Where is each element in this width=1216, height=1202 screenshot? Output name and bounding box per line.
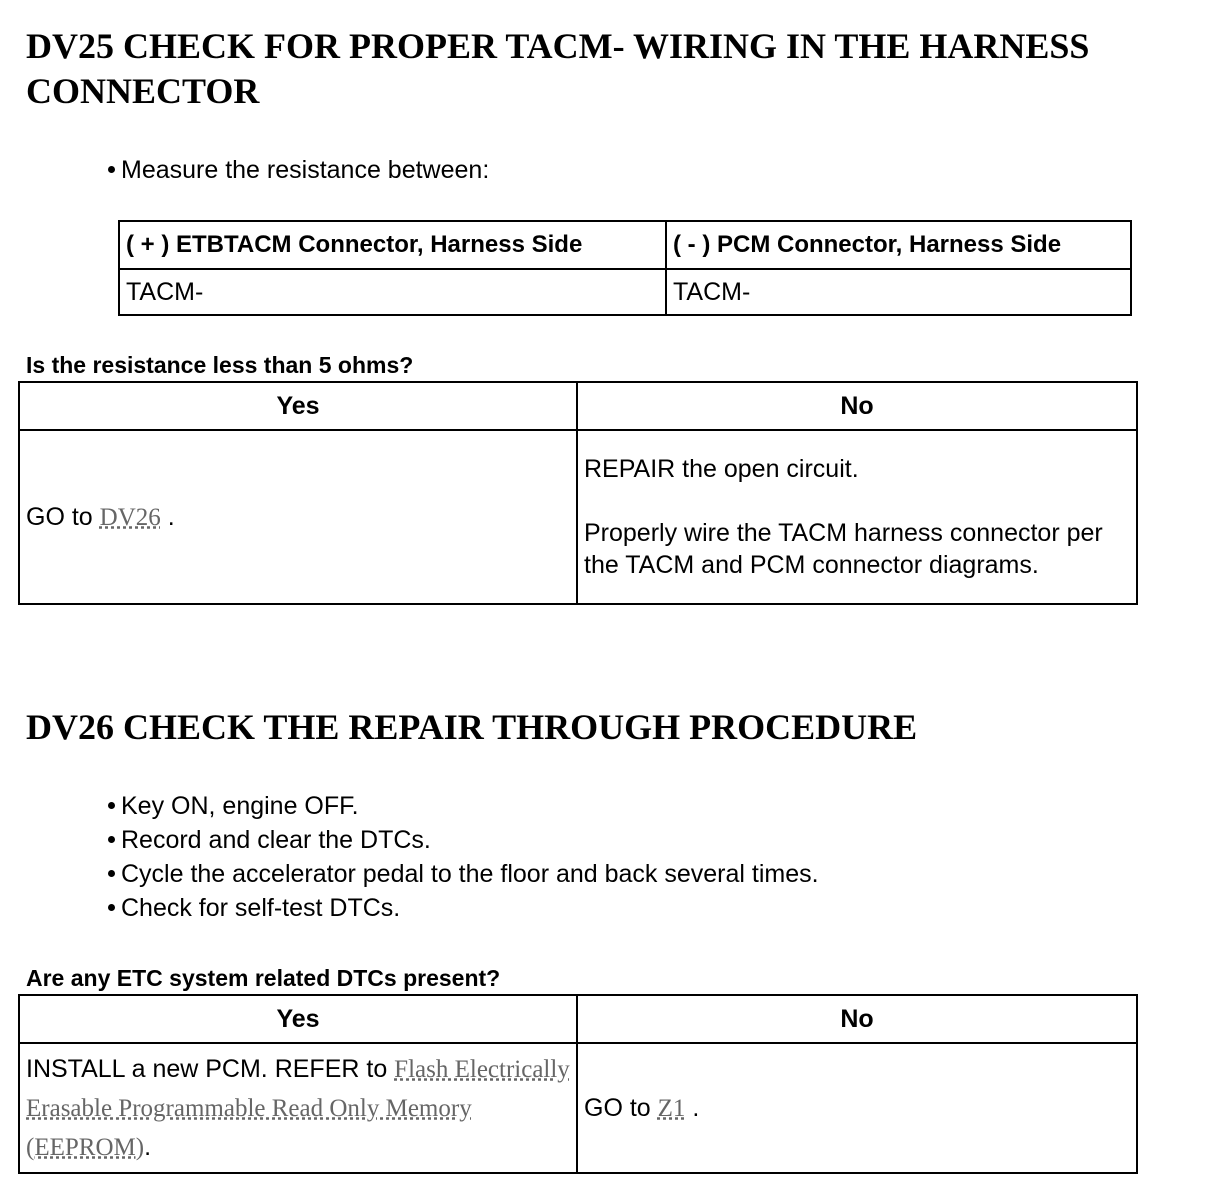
table-row [119,269,1131,315]
table-row [19,430,1137,604]
dv25-title-line2: CONNECTOR [26,71,260,111]
list-item [108,891,819,925]
list-item-text: Key ON, engine OFF. [121,792,359,820]
yes-prefix: GO to [26,502,93,531]
no-suffix: . [692,1093,700,1122]
list-item [108,789,819,823]
table-header-row [119,221,1131,269]
dv25-title-line1: DV25 CHECK FOR PROPER TACM- WIRING IN THE HARNESS [26,26,1090,66]
yes-cell [19,1043,577,1173]
table-row [19,1043,1137,1173]
dv25-question: Is the resistance less than 5 ohms? [26,352,414,378]
list-item [108,153,489,187]
dv26-bullet-list [108,789,819,925]
table-header-row [19,382,1137,430]
z1-link[interactable]: Z1 [657,1094,686,1122]
bullet-icon [108,166,115,173]
no-prefix: GO to [584,1093,651,1122]
column-header-negative: ( - ) PCM Connector, Harness Side [666,221,1131,269]
no-cell [577,430,1137,604]
yes-suffix: . [144,1132,152,1161]
dv26-decision-table [18,994,1138,1174]
yes-prefix: INSTALL a new PCM. REFER to [26,1054,388,1083]
dv26-link[interactable]: DV26 [99,503,161,531]
dv25-bullet-text: Measure the resistance between: [121,156,490,184]
list-item [108,857,819,891]
no-line2: Properly wire the TACM harness connector per the TACM and PCM connector diagrams. [584,519,1103,579]
bullet-icon [108,904,115,911]
no-header: No [577,995,1137,1043]
list-item [108,823,819,857]
dv25-title [26,24,1089,114]
table-cell-negative: TACM- [666,269,1131,315]
yes-suffix: . [167,502,175,531]
table-cell-positive: TACM- [119,269,666,315]
list-item-text: Cycle the accelerator pedal to the floor and back several times. [121,860,819,888]
dv26-question: Are any ETC system related DTCs present? [26,965,501,991]
list-item-text: Record and clear the DTCs. [121,826,431,854]
dv25-decision-table [18,381,1138,605]
bullet-icon [108,870,115,877]
bullet-icon [108,802,115,809]
measurement-table [118,220,1132,316]
list-item-text: Check for self-test DTCs. [121,894,401,922]
table-header-row [19,995,1137,1043]
column-header-positive: ( + ) ETBTACM Connector, Harness Side [119,221,666,269]
yes-cell [19,430,577,604]
yes-header: Yes [19,382,577,430]
yes-header: Yes [19,995,577,1043]
dv25-bullet-list [108,153,489,187]
eeprom-link[interactable]: Flash Electrically Erasable Programmable Read Only Memory (EEPROM) [26,1055,570,1161]
no-header: No [577,382,1137,430]
bullet-icon [108,836,115,843]
dv26-title: DV26 CHECK THE REPAIR THROUGH PROCEDURE [26,707,918,747]
no-cell [577,1043,1137,1173]
no-line1: REPAIR the open circuit. [584,455,859,483]
